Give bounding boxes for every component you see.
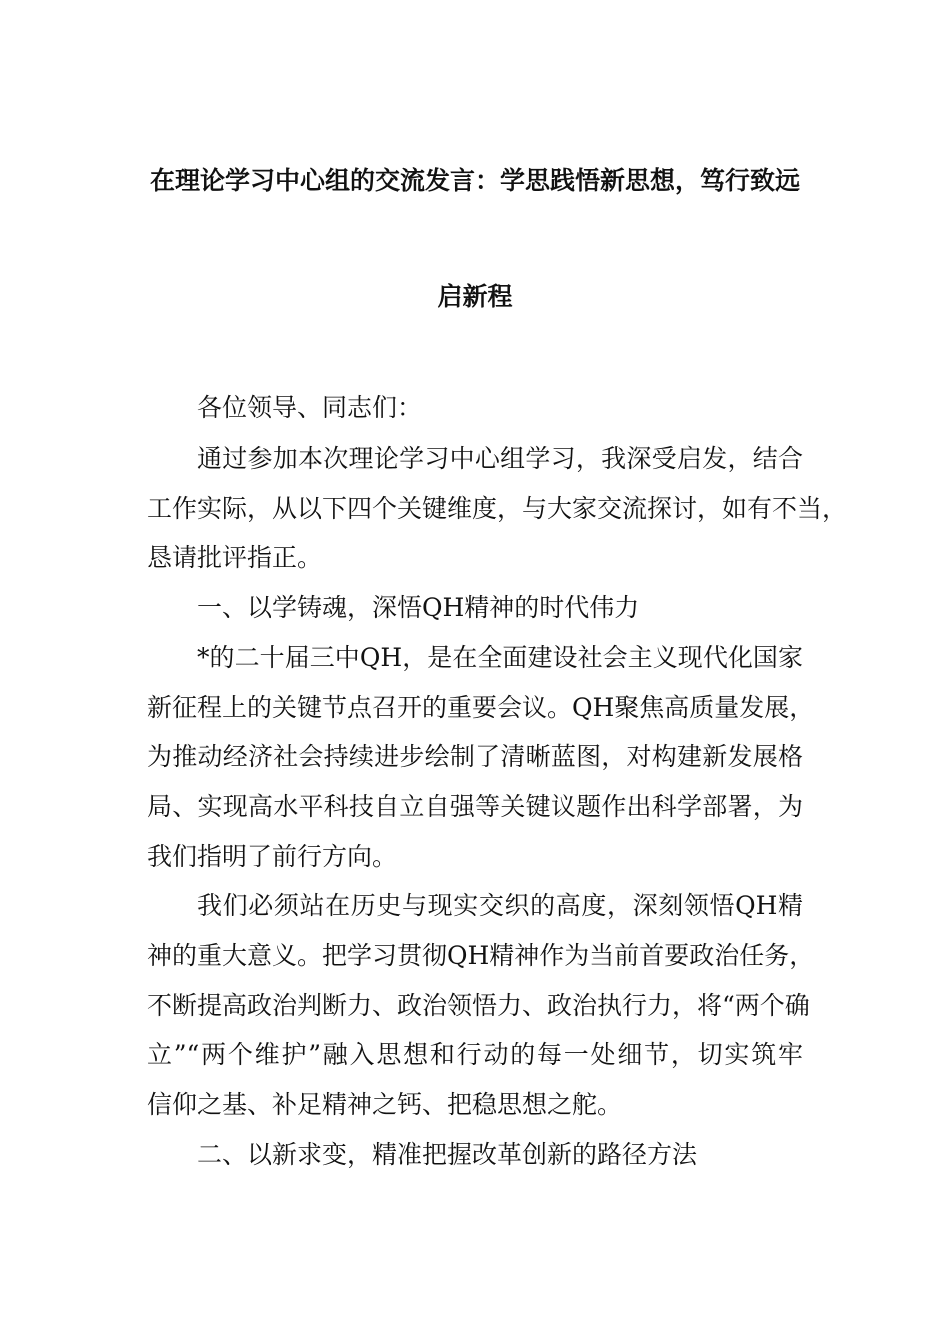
paragraph-line: 工作实际，从以下四个关键维度，与大家交流探讨，如有不当， — [147, 494, 848, 523]
salutation: 各位领导、同志们： — [197, 393, 423, 422]
paragraph-line: 恳请批评指正。 — [147, 543, 323, 572]
paragraph-line: 通过参加本次理论学习中心组学习，我深受启发，结合 — [197, 444, 803, 473]
paragraph-line: 不断提高政治判断力、政治领悟力、政治执行力，将“两个确 — [147, 991, 810, 1020]
paragraph-line: 我们必须站在历史与现实交织的高度，深刻领悟QH精 — [197, 891, 803, 920]
paragraph-line: 为推动经济社会持续进步绘制了清晰蓝图，对构建新发展格 — [147, 742, 803, 771]
paragraph-line: 局、实现高水平科技自立自强等关键议题作出科学部署，为 — [147, 792, 803, 821]
paragraph-line: 信仰之基、补足精神之钙、把稳思想之舵。 — [147, 1090, 623, 1119]
paragraph-line: 我们指明了前行方向。 — [147, 842, 398, 871]
document-title-line-1: 在理论学习中心组的交流发言：学思践悟新思想，笃行致远 — [149, 166, 800, 195]
paragraph-line: 神的重大意义。把学习贯彻QH精神作为当前首要政治任务， — [147, 941, 815, 970]
paragraph-line: 新征程上的关键节点召开的重要会议。QH聚焦高质量发展， — [147, 693, 815, 722]
paragraph-line: *的二十届三中QH，是在全面建设社会主义现代化国家 — [197, 643, 803, 672]
document-title-line-2: 启新程 — [437, 282, 513, 311]
paragraph-line: 立”“两个维护”融入思想和行动的每一处细节，切实筑牢 — [147, 1040, 803, 1069]
section-heading-1: 一、以学铸魂，深悟QH精神的时代伟力 — [197, 593, 640, 622]
section-heading-2: 二、以新求变，精准把握改革创新的路径方法 — [197, 1140, 698, 1169]
